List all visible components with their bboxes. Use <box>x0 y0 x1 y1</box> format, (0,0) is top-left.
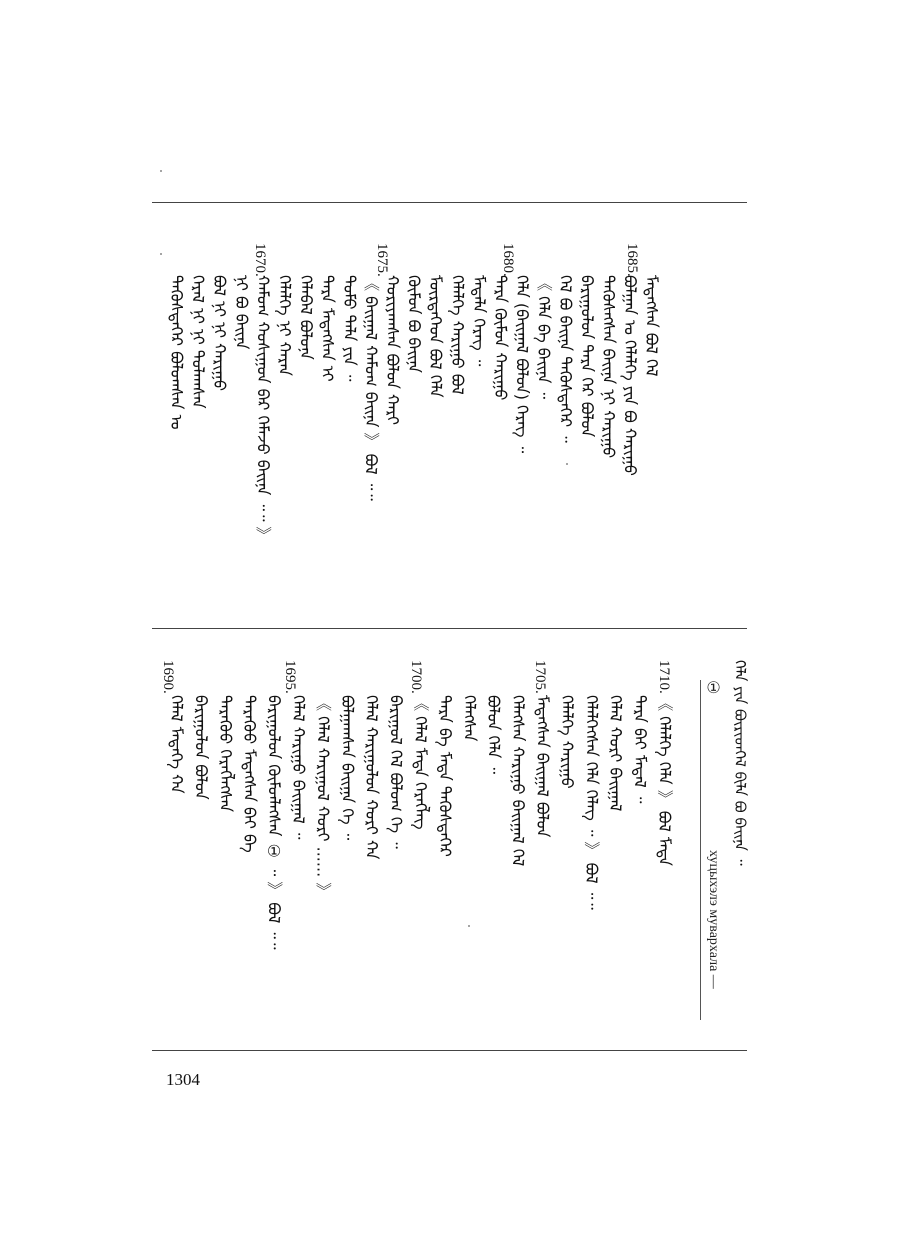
mongolian-text-column: ᠪᠤᠯ ᠨᠢ ᠨᠢ ᠬᠠᠷᠢᠭᠤ <box>210 275 230 392</box>
mongolian-text-column: 《 ᠬᠡᠯᠡ ᠪᠠ ᠪᠠᠢᠨᠠ ᠃ <box>534 275 554 400</box>
mongolian-text-column: ᠲᠡᠷᠡ ᠪᠠ ᠮᠡᠳᠡ ᠲᠡᠭᠦᠰᠲᠡᠭᠡᠷ <box>435 695 455 857</box>
mongolian-text-column: ᠬᠠᠮᠤᠭ ᠬᠤᠰᠢᠭᠤᠨ ᠪᠠᠷ ᠬᠡᠮᠡᠵᠦ ᠪᠠᠢᠨᠠ ᠃᠃ 》 <box>253 275 273 543</box>
mongolian-text-column: ᠲᠣᠮᠤ ᠲᠠᠯᠠ ᠶᠢᠨ ᠃ <box>339 275 359 382</box>
mongolian-text-column: ᠲᠡᠷᠡ ᠪᠠᠢ ᠮᠡᠳᠡᠯ ᠃ <box>630 695 650 804</box>
mongolian-text-column: ᠮᠡᠳᠡᠭᠰᠡᠨ ᠪᠠᠢᠭᠠᠯ ᠪᠤᠯᠤᠨ <box>533 695 552 838</box>
mongolian-text-column: ᠲᠡᠷᠡᠭᠦᠦ ᠮᠡᠳᠡᠭᠰᠡᠨ ᠪᠠᠢ ᠪᠠ <box>240 695 260 853</box>
mongolian-text-column: ᠬᠦᠮᠦᠨ ᠪᠤ ᠪᠠᠢᠨᠠ <box>404 275 424 373</box>
mongolian-text-column: ᠮᠦᠷᠳᠡᠭᠡᠳ ᠪᠤᠯ ᠬᠡᠯᠡ <box>426 275 446 398</box>
line-number: 1700. <box>408 660 424 694</box>
mongolian-text-column: ᠮᠡᠳᠡᠯᠡ ᠬᠡᠷᠡᠭ ᠃ <box>469 275 489 367</box>
line-number: 1710. <box>656 660 672 694</box>
mongolian-text-column: ᠪᠠᠷᠢᠭᠤᠯᠤᠨ ᠬᠦᠮᠦᠨᠯᠡᠭᠰᠡᠨ ① ᠃ 》 ᠪᠤᠯ ᠃᠃ <box>264 695 284 950</box>
line-number: 1680. <box>500 243 516 277</box>
mongolian-text-column: ᠬᠡᠯᠡᠯ ᠮᠡᠳᠡᠭᠡ ᠬᠠ <box>167 695 186 794</box>
bottom-rule <box>152 1050 747 1051</box>
mongolian-text-column: ᠬᠡᠯᠡᠭᠰᠡᠨ <box>459 695 479 742</box>
mongolian-text-column: ᠲᠡᠷᠡ ᠬᠦᠮᠦᠨ ᠬᠠᠷᠢᠭᠤ <box>491 275 510 401</box>
mongolian-text-column: ᠪᠣᠯᠤᠨ ᠬᠡᠯᠡ ᠃ <box>484 695 504 774</box>
mongolian-text-column: ᠲᠡᠭᠦᠰᠡᠭᠰᠡᠨ ᠪᠠᠢᠨᠠ ᠨᠢ ᠬᠠᠷᠢᠭᠤ <box>599 275 618 459</box>
mongolian-text-column: 《 ᠬᠡᠯᠡᠯ ᠬᠠᠷᠢᠭᠤᠯ ᠬᠤᠷᠢ ...... 》 <box>313 695 333 899</box>
mongolian-text-column: ᠬᠡᠯᠡᠯᠬᠡ ᠬᠠᠷᠢᠭᠤ <box>557 695 577 789</box>
mongolian-text-column: ᠭᠡᠷᠡᠯ ᠨᠢ ᠨᠢ ᠲᠤᠯᠠᠭᠰᠠᠨ <box>188 275 208 409</box>
mongolian-text-column: 《 ᠬᠡᠯᠡᠯᠬᠡ ᠬᠡᠯᠡ 》 ᠪᠤᠯ ᠮᠡᠳᠡ <box>655 695 674 866</box>
footnote-separator <box>700 680 701 1020</box>
line-number: 1675. <box>374 243 390 277</box>
mongolian-text-column: ᠬᠡᠯᠡ (ᠪᠠᠢᠭᠠᠯ ᠪᠤᠯᠤᠨ) ᠬᠡᠷᠡᠭ ᠃ <box>512 275 532 454</box>
mongolian-text-column: ᠨᠢ ᠪᠤ ᠪᠠᠢᠨᠠ <box>231 275 251 350</box>
footnote-text-line2: ᠬᠡᠯᠡ ᠶᠢᠨ ᠪᠦᠷᠢᠳᠬᠡᠯ ᠪᠢᠯᠡ ᠪᠤ ᠪᠠᠢᠨᠠ ᠃ <box>731 660 749 866</box>
top-rule <box>152 202 747 203</box>
mongolian-text-column: 《 ᠬᠡᠯᠡᠯ ᠮᠡᠳᠡ ᠬᠡᠷᠡᠭᠯᠡᠭ <box>411 695 430 830</box>
mongolian-text-column: ᠪᠣᠯᠭᠠᠭᠰᠠᠨ ᠪᠠᠢᠭᠠ ᠬᠡ ᠃ <box>337 695 357 841</box>
mongolian-text-column: ᠪᠠᠷᠢᠭᠤᠯᠤᠨ ᠲᠡᠷᠡ ᠬᠡᠷ ᠪᠣᠯᠤᠨ <box>577 275 597 438</box>
footnote-mark: ① <box>704 678 721 697</box>
mongolian-text-column: ᠪᠠᠷᠢᠭᠤᠯᠤᠨ ᠪᠤᠯᠤᠨ <box>191 695 211 800</box>
speck <box>566 463 568 465</box>
middle-rule <box>152 628 747 629</box>
mongolian-text-column: ᠬᠡᠯᠡᠯ ᠬᠠᠷᠢᠭᠤᠯᠤᠨ ᠬᠤᠷᠢ ᠬᠠ <box>362 695 382 860</box>
mongolian-text-column: ᠬᠡᠯᠡᠯᠬᠡ ᠬᠠᠷᠢᠭᠤ ᠪᠣᠯ <box>447 275 467 395</box>
line-number: 1690. <box>160 660 176 694</box>
mongolian-text-column: ᠬᠡᠯᠡᠯᠬᠡᠭᠰᠡᠨ ᠬᠡᠯᠡ ᠬᠡᠯᠡᠭ ᠃ 》 ᠪᠤᠯ ᠃᠃ <box>581 695 601 910</box>
line-number: 1695. <box>282 660 298 694</box>
mongolian-text-column: 《 ᠪᠠᠢᠭᠠᠯ ᠬᠠᠮᠤᠭ ᠪᠠᠢᠨᠠ 》 ᠪᠤᠯ ᠃᠃ <box>361 275 381 501</box>
mongolian-text-column: ᠲᠡᠷᠡ ᠮᠡᠳᠡᠭᠰᠡᠨ ᠢ <box>318 275 338 382</box>
mongolian-text-column: ᠬᠡᠯᠡᠯᠬᠡ ᠨᠢ ᠬᠠᠷᠠᠨ <box>275 275 294 376</box>
mongolian-text-column: ᠲᠡᠭᠦᠰᠲᠡᠭᠡᠷ ᠪᠤᠯᠤᠭᠰᠠᠨ ᠤ <box>167 275 186 430</box>
mongolian-text-column: ᠪᠣᠯᠭᠠᠨ ᠤ ᠬᠡᠯᠡᠯᠬᠡ ᠶᠢᠨ ᠪᠤ ᠬᠠᠷᠢᠭᠤ <box>620 275 640 476</box>
mongolian-text-column: ᠬᠡᠯᠡᠪᠡᠯ ᠪᠣᠯᠣᠨᠠ <box>296 275 316 360</box>
line-number: 1705. <box>532 660 548 694</box>
mongolian-text-column: ᠲᠡᠷᠡᠭᠦᠦ ᠬᠡᠷᠡᠭᠯᠡᠭᠰᠡᠨ <box>215 695 235 813</box>
speck <box>160 170 162 172</box>
mongolian-text-column: ᠬᠡᠯ ᠪᠤ ᠪᠠᠢᠨᠠ ᠲᠡᠭᠦᠰᠲᠡᠭᠡᠷ ᠃ <box>555 275 575 443</box>
page-number: 1304 <box>166 1070 200 1089</box>
mongolian-text-column: ᠬᠡᠯᠡᠯ ᠬᠤᠷᠢ ᠪᠠᠢᠭᠠᠯ <box>606 695 626 812</box>
mongolian-text-column: ᠬᠡᠯᠡᠭᠰᠡᠨ ᠬᠠᠷᠢᠭᠤ ᠪᠠᠢᠭᠠᠯ ᠬᠡᠯ <box>508 695 528 867</box>
line-number: 1670. <box>252 243 268 277</box>
speck <box>160 253 162 255</box>
mongolian-text-column: ᠪᠠᠷᠢᠭᠤᠯ ᠬᠡᠯ ᠪᠤᠯᠤᠭ ᠬᠡ ᠃ <box>386 695 406 849</box>
line-number: 1685. <box>624 243 640 277</box>
mongolian-text-column: ᠮᠡᠳᠡᠭᠰᠡᠨ ᠪᠣᠯ ᠬᠡᠯ <box>642 275 662 377</box>
footnote-text: хуцыхэлэ мувархала — <box>706 850 721 989</box>
mongolian-text-column: ᠬᠡᠯᠡᠯ ᠬᠠᠷᠢᠭᠤ ᠪᠠᠢᠭᠠᠯ ᠃ <box>289 695 308 840</box>
mongolian-text-column: ᠬᠤᠷᠢᠶᠠᠭᠰᠠᠨ ᠪᠤᠯᠤᠨ ᠬᠠᠷᠢ <box>383 275 402 425</box>
speck <box>468 925 470 927</box>
